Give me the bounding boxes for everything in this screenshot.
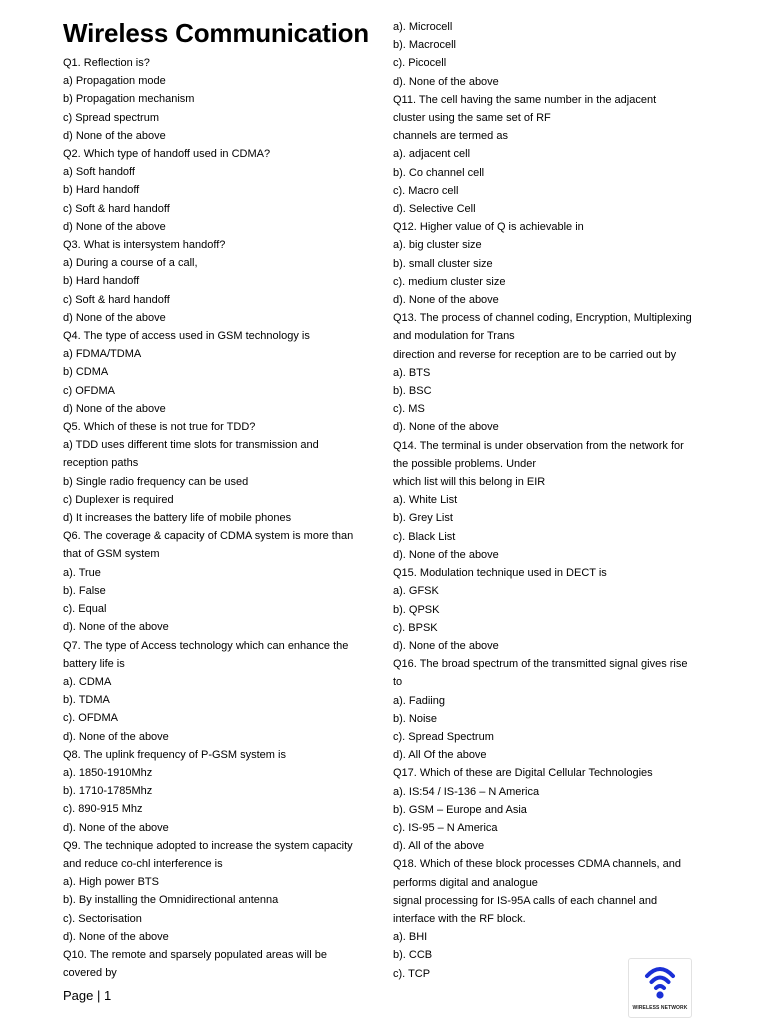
text-line: b) Single radio frequency can be used [63, 475, 249, 488]
text-line: a). True [63, 566, 101, 579]
text-line: a). 1850-1910Mhz [63, 766, 153, 779]
text-line: c) Soft & hard handoff [63, 293, 170, 306]
text-line: a) Propagation mode [63, 75, 166, 88]
text-line: d). All Of the above [393, 749, 487, 762]
text-line: a). Microcell [393, 21, 453, 33]
text-line: c). Picocell [393, 57, 447, 70]
text-line: d) None of the above [63, 220, 166, 233]
text-line: c). TCP [393, 967, 431, 980]
text-line: b) Hard handoff [63, 275, 140, 288]
text-line: d). None of the above [63, 821, 169, 834]
right-column [393, 18, 723, 983]
text-line: b) Propagation mechanism [63, 93, 195, 106]
text-line: Q18. Which of these block processes CDMA channels, and [393, 858, 681, 871]
text-line: b). small cluster size [393, 257, 493, 270]
text-line: b). False [63, 584, 106, 597]
logo-label: WIRELESS NETWORK [632, 1005, 688, 1011]
text-line: a). Fadiing [393, 694, 445, 707]
text-line: c). Black List [393, 530, 456, 543]
text-line: reception paths [63, 457, 139, 470]
text-line: d). None of the above [393, 294, 499, 307]
text-line: Q2. Which type of handoff used in CDMA? [63, 148, 271, 161]
text-line: a). White List [393, 494, 458, 507]
text-line: b). Noise [393, 712, 438, 725]
text-line: Q9. The technique adopted to increase the system capacity [63, 839, 353, 852]
text-line: Q10. The remote and sparsely populated areas will be [63, 948, 327, 961]
text-line: a) Soft handoff [63, 166, 135, 179]
text-line: interface with the RF block. [393, 912, 526, 925]
text-line: d). None of the above [393, 639, 499, 652]
text-line: Q8. The uplink frequency of P-GSM system is [63, 748, 286, 761]
text-line: a). BTS [393, 366, 431, 379]
text-line: Q4. The type of access used in GSM technology is [63, 330, 310, 343]
text-line: performs digital and analogue [393, 876, 538, 889]
text-line: a). CDMA [63, 675, 112, 688]
text-line: c) OFDMA [63, 384, 115, 397]
text-line: a) During a course of a call, [63, 257, 198, 270]
text-line: d) None of the above [63, 311, 166, 324]
text-line: Q5. Which of these is not true for TDD? [63, 421, 256, 434]
text-line: d) It increases the battery life of mobile phones [63, 512, 292, 525]
text-line: c). BPSK [393, 621, 438, 634]
text-line: b). GSM – Europe and Asia [393, 803, 527, 816]
text-line: d) None of the above [63, 129, 166, 142]
text-line: battery life is [63, 657, 125, 670]
text-line: direction and reverse for reception are to be carried out by [393, 348, 677, 361]
text-line: Q13. The process of channel coding, Encryption, Multiplexing [393, 312, 692, 325]
text-line: Q1. Reflection is? [63, 57, 150, 69]
text-line: c). Macro cell [393, 184, 459, 197]
text-line: Q12. Higher value of Q is achievable in [393, 221, 584, 234]
text-line: Q17. Which of these are Digital Cellular Technologies [393, 767, 653, 780]
text-line: that of GSM system [63, 548, 160, 561]
text-line: c) Duplexer is required [63, 493, 174, 506]
text-line: a). IS:54 / IS-136 – N America [393, 785, 540, 798]
text-line: Q15. Modulation technique used in DECT is [393, 567, 607, 580]
text-line: channels are termed as [393, 130, 508, 143]
text-line: c). MS [393, 403, 425, 416]
text-line: d). None of the above [393, 421, 499, 434]
wifi-icon [629, 959, 691, 1005]
text-line: Q14. The terminal is under observation from the network for [393, 439, 684, 452]
text-line: c). Spread Spectrum [393, 730, 494, 743]
text-line: b). TDMA [63, 694, 110, 707]
text-line: b). BSC [393, 385, 432, 398]
text-line: which list will this belong in EIR [393, 476, 546, 489]
text-line: d). None of the above [63, 621, 169, 634]
text-line: and reduce co-chl interference is [63, 857, 223, 870]
text-line: b). Co channel cell [393, 166, 485, 179]
text-line: a). BHI [393, 931, 428, 944]
text-line: c). 890-915 Mhz [63, 803, 143, 816]
text-line: covered by [63, 967, 117, 980]
text-line: b). Grey List [393, 512, 453, 525]
text-line: a). big cluster size [393, 239, 482, 252]
text-line: c). Equal [63, 603, 107, 616]
text-line: d). None of the above [63, 730, 169, 743]
text-line: b) CDMA [63, 366, 109, 379]
page-number: Page | 1 [63, 988, 112, 1003]
text-line: c). OFDMA [63, 712, 118, 725]
text-line: d) None of the above [63, 402, 166, 415]
text-line: b). Macrocell [393, 39, 456, 52]
text-line: c). IS-95 – N America [393, 821, 498, 834]
wireless-network-logo [628, 958, 692, 1018]
left-column [63, 54, 373, 982]
text-line: a). adjacent cell [393, 148, 471, 161]
text-line: Q3. What is intersystem handoff? [63, 239, 226, 252]
text-line: b). QPSK [393, 603, 440, 616]
text-line: d). None of the above [393, 75, 499, 88]
text-line: a). High power BTS [63, 876, 159, 889]
text-line: c). medium cluster size [393, 275, 506, 288]
text-line: d). None of the above [63, 930, 169, 943]
text-line: b) Hard handoff [63, 184, 140, 197]
text-line: signal processing for IS-95A calls of each channel and [393, 894, 658, 907]
text-line: Q11. The cell having the same number in the adjacent [393, 93, 657, 106]
text-line: d). None of the above [393, 548, 499, 561]
text-line: c). Sectorisation [63, 912, 142, 925]
text-line: Q7. The type of Access technology which can enhance the [63, 639, 349, 652]
text-line: Q6. The coverage & capacity of CDMA system is more than [63, 530, 354, 543]
text-line: d). All of the above [393, 840, 485, 853]
text-line: a) TDD uses different time slots for transmission and [63, 439, 319, 452]
text-line: and modulation for Trans [393, 330, 515, 343]
text-line: cluster using the same set of RF [393, 112, 551, 125]
text-line: the possible problems. Under [393, 457, 537, 470]
text-line: Q16. The broad spectrum of the transmitted signal gives rise [393, 658, 688, 671]
text-line: b). CCB [393, 949, 433, 962]
text-line: to [393, 676, 403, 689]
text-line: b). By installing the Omnidirectional antenna [63, 894, 279, 907]
text-line: c) Soft & hard handoff [63, 202, 170, 215]
text-line: c) Spread spectrum [63, 111, 159, 124]
page-title: Wireless Communication [63, 18, 369, 48]
text-line: d). Selective Cell [393, 203, 476, 216]
text-line: a) FDMA/TDMA [63, 348, 142, 361]
text-line: b). 1710-1785Mhz [63, 785, 153, 798]
text-line: a). GFSK [393, 585, 439, 598]
